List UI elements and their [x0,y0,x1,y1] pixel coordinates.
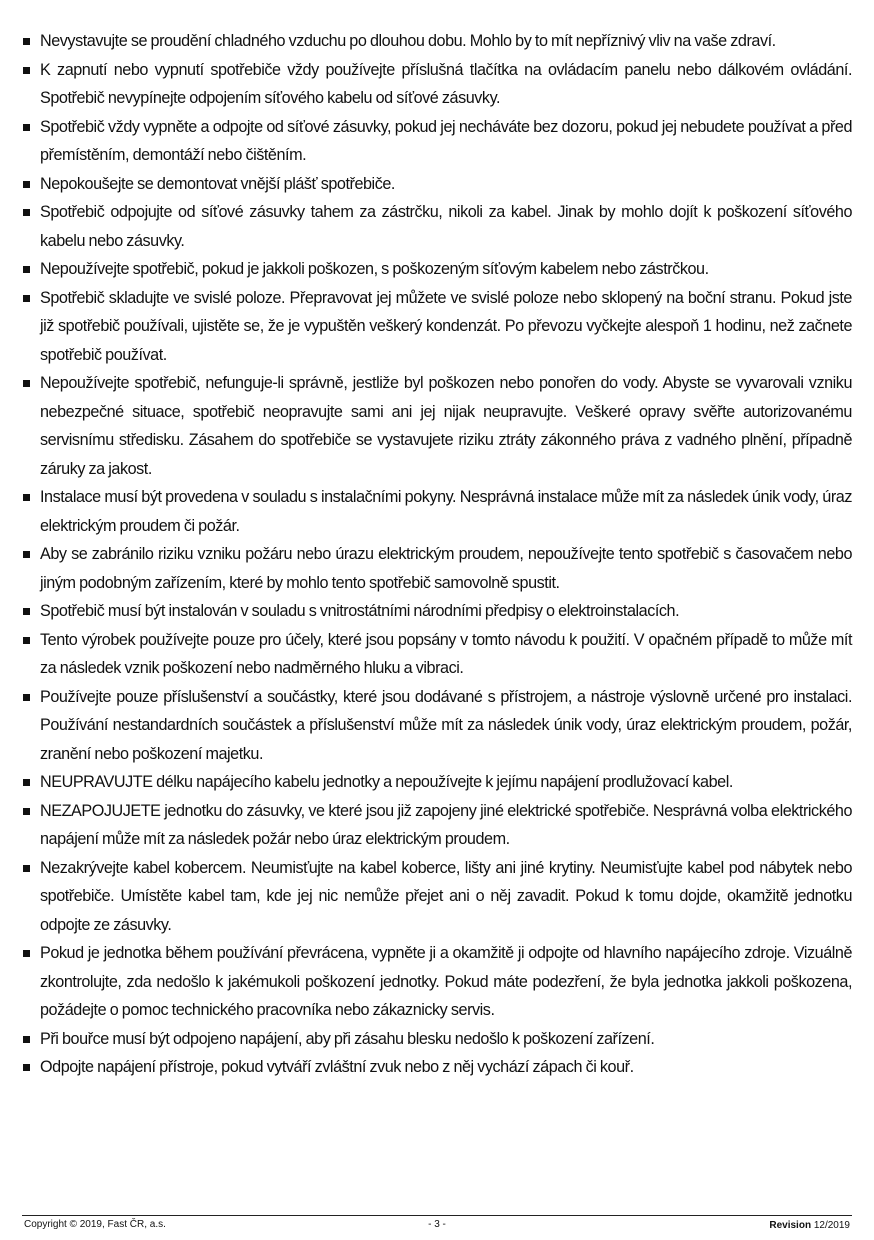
list-item-text: Spotřebič odpojujte od síťové zásuvky tahem za zástrčku, nikoli za kabel. Jinak by mohlo dojít k poškození síťového kabelu nebo zásuvky. [40,203,852,250]
list-item-text: Nepoužívejte spotřebič, pokud je jakkoli poškozen, s poškozeným síťovým kabelem nebo zástrčkou. [40,260,709,278]
list-item-text: Pokud je jednotka během používání převrácena, vypněte ji a okamžitě ji odpojte od hlavního napájecího zdroje. Vizuálně zkontrolujte, zda nedošlo k jakémukoli poškození jednotky. Pokud máte podezření, že byla jednotka jakkoli poškozena, požádejte o pomoc technického pracovníka nebo zákaznicky servis. [40,944,852,1019]
page-footer [22,1215,852,1240]
list-item-text: Odpojte napájení přístroje, pokud vytváří zvláštní zvuk nebo z něj vychází zápach či kouř. [40,1058,634,1076]
list-item [22,369,852,483]
list-item-text: Nepokoušejte se demontovat vnější plášť spotřebiče. [40,174,395,193]
square-bullet-icon [23,1064,30,1071]
square-bullet-icon [23,181,30,188]
list-item-text: Při bouřce musí být odpojeno napájení, aby při zásahu blesku nedošlo k poškození zařízení. [40,1029,655,1048]
square-bullet-icon [23,124,30,131]
revision-label: Revision [769,1220,812,1231]
list-item [22,170,852,199]
list-item-text: Tento výrobek používejte pouze pro účely, které jsou popsány v tomto návodu k použití. V opačném případě to může mít za následek vznik poškození nebo nadměrného hluku a vibraci. [40,630,852,677]
list-item [22,597,852,626]
list-item-text: K zapnutí nebo vypnutí spotřebiče vždy používejte příslušná tlačítka na ovládacím panelu nebo dálkovém ovládání. Spotřebič nevypínejte odpojením síťového kabelu od síťové zásuvky. [40,60,852,107]
safety-instructions-list [22,27,852,1082]
list-item [22,27,852,56]
document-body [22,27,852,1082]
square-bullet-icon [23,380,30,387]
square-bullet-icon [23,608,30,615]
list-item [22,939,852,1025]
list-item [22,255,852,284]
list-item [22,198,852,255]
list-item-text: Nezakrývejte kabel kobercem. Neumisťujte na kabel koberce, lišty ani jiné krytiny. Neumisťujte kabel pod nábytek nebo spotřebiče. Umístěte kabel tam, kde jej nic nemůže přejet ani o něj zavadit. Pokud k tomu dojde, okamžitě jednotku odpojte ze zásuvky. [40,858,852,934]
list-item-text: Nepoužívejte spotřebič, nefunguje-li správně, jestliže byl poškozen nebo ponořen do vody. Abyste se vyvarovali vzniku nebezpečné situace, spotřebič neopravujte sami ani jej nijak neupravujte. Veškeré opravy svěřte autorizovanému servisnímu středisku. Zásahem do spotřebiče se vystavujete riziku ztráty zákonného práva z vadného plnění, případně záruky za jakost. [40,374,852,478]
list-item [22,483,852,540]
list-item [22,56,852,113]
list-item-text: NEUPRAVUJTE délku napájecího kabelu jednotky a nepoužívejte k jejímu napájení prodlužovací kabel. [40,773,733,791]
square-bullet-icon [23,295,30,302]
list-item-text: NEZAPOJUJETE jednotku do zásuvky, ve které jsou již zapojeny jiné elektrické spotřebiče. Nesprávná volba elektrického napájení může mít za následek požár nebo úraz elektrickým proudem. [40,801,852,848]
list-item [22,284,852,370]
square-bullet-icon [23,865,30,872]
square-bullet-icon [23,694,30,701]
revision-date: 12/2019 [813,1220,850,1231]
list-item-text: Spotřebič skladujte ve svislé poloze. Přepravovat jej můžete ve svislé poloze nebo sklopený na boční stranu. Pokud jste již spotřebič používali, ujistěte se, že je vypuštěn veškerý kondenzát. Po převozu vyčkejte alespoň 1 hodinu, než začnete spotřebič používat. [40,288,852,364]
list-item-text: Nevystavujte se proudění chladného vzduchu po dlouhou dobu. Mohlo by to mít nepříznivý vliv na vaše zdraví. [40,32,776,50]
list-item-text: Instalace musí být provedena v souladu s instalačními pokyny. Nesprávná instalace může mít za následek únik vody, úraz elektrickým proudem či požár. [40,488,852,535]
list-item-text: Používejte pouze příslušenství a součástky, které jsou dodávané s přístrojem, a nástroje výslovně určené pro instalaci. Používání nestandardních součástek a příslušenství může mít za následek únik vody, úraz elektrickým proudem, požár, zranění nebo poškození majetku. [40,687,852,763]
list-item [22,113,852,170]
square-bullet-icon [23,38,30,45]
list-item [22,797,852,854]
square-bullet-icon [23,266,30,273]
square-bullet-icon [23,67,30,74]
square-bullet-icon [23,808,30,815]
list-item [22,768,852,797]
list-item-text: Aby se zabránilo riziku vzniku požáru nebo úrazu elektrickým proudem, nepoužívejte tento spotřebič s časovačem nebo jiným podobným zařízením, které by mohlo tento spotřebič samovolně spustit. [40,545,852,592]
page-number: - 3 - [428,1219,446,1230]
copyright-notice: Copyright © 2019, Fast ČR, a.s. [24,1219,166,1230]
revision-info [769,1220,850,1231]
list-item [22,854,852,940]
square-bullet-icon [23,779,30,786]
list-item [22,1053,852,1082]
square-bullet-icon [23,551,30,558]
list-item [22,540,852,597]
square-bullet-icon [23,1036,30,1043]
square-bullet-icon [23,637,30,644]
list-item [22,683,852,769]
square-bullet-icon [23,494,30,501]
square-bullet-icon [23,209,30,216]
list-item [22,626,852,683]
list-item-text: Spotřebič vždy vypněte a odpojte od síťové zásuvky, pokud jej necháváte bez dozoru, pokud jej nebudete používat a před přemístěním, demontáží nebo čištěním. [40,117,852,164]
list-item [22,1025,852,1054]
square-bullet-icon [23,950,30,957]
list-item-text: Spotřebič musí být instalován v souladu s vnitrostátními národními předpisy o elektroinstalacích. [40,602,680,620]
